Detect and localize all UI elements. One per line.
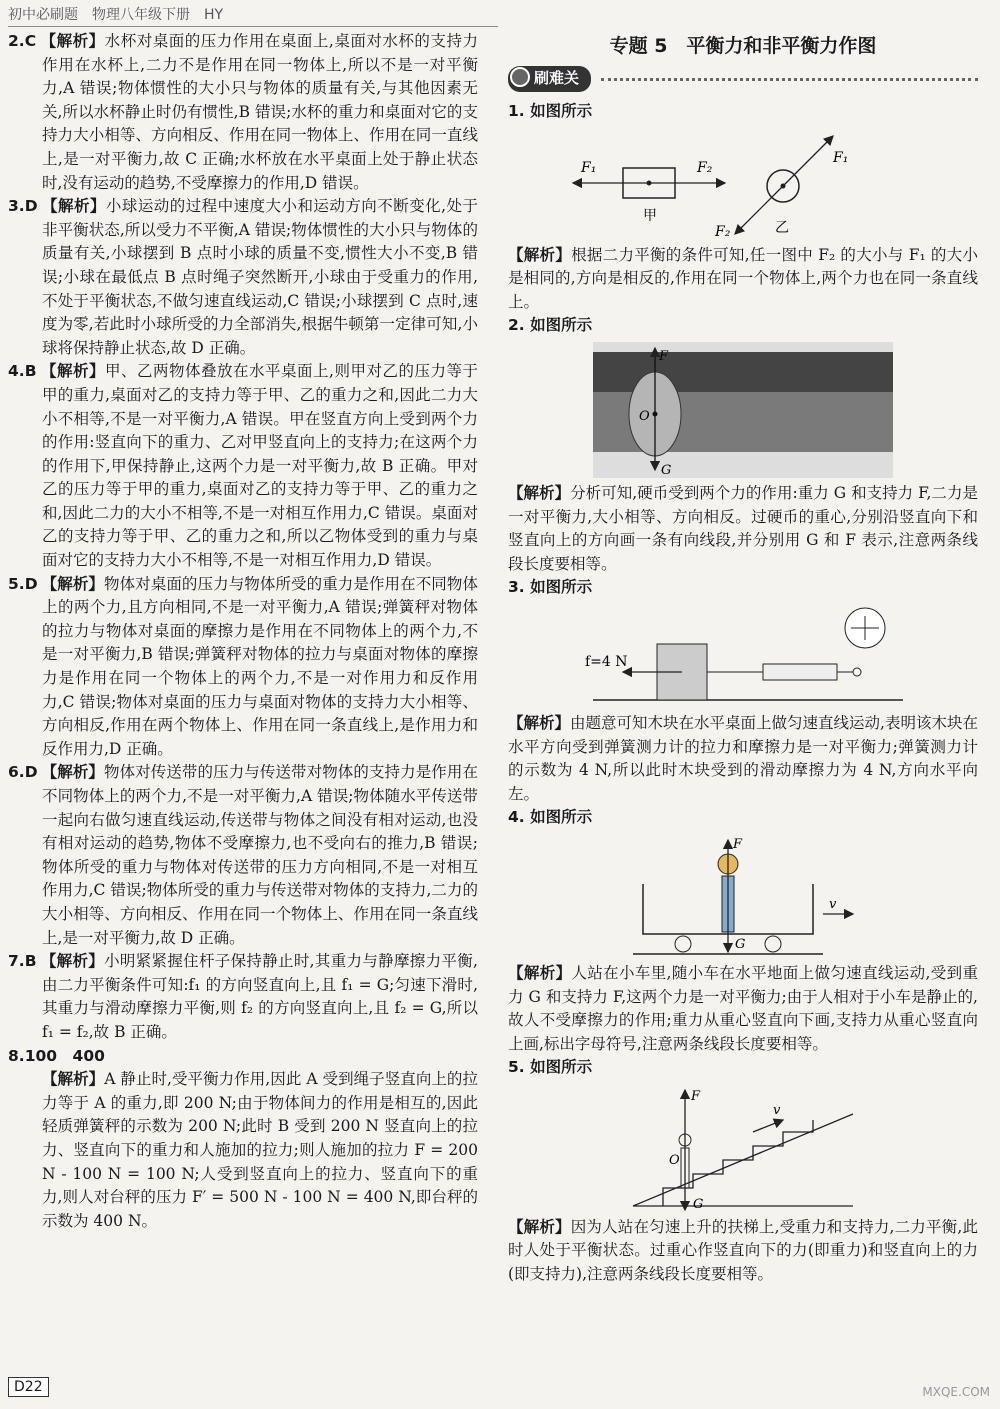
section-badge: 刷难关 [508, 66, 591, 92]
answer-item-5: 5.D 【解析】物体对桌面的压力与物体所受的重力是作用在不同物体上的两个力,且方向相同,不是一对平衡力,A 错误;弹簧秤对物体的拉力与物体对桌面的摩擦力是作用在不同物体上的两个力,不是一对平衡力,B 错误;弹簧秤对物体的拉力与桌面对物体的摩擦力是作用在同一个物体上的两个力,不是一对作用力和反作用力,C 错误;物体对桌面的压力与桌面对物体的支持力大小相等、方向相反,作用在两个物体上、作用在同一条直线上,是作用力和反作用力,D 正确。 [8, 574, 478, 758]
dotted-divider [601, 78, 978, 81]
section-badge-row [508, 64, 978, 94]
label-f1-yi: F₁ [833, 149, 849, 166]
q2-analysis: 【解析】分析可知,硬币受到两个力的作用:重力 G 和支持力 F,二力是一对平衡力,大小相等、方向相反。过硬币的重心,分别沿竖直向下和竖直向上的方向画一条有向线段,并分别用 G 和 F 表示,注意两条线段长度要相等。 [508, 483, 978, 573]
label-o: O [669, 1152, 680, 1168]
spring-scale [763, 664, 837, 680]
watermark: MXQE.COM [922, 1385, 990, 1399]
answer-item-8: 8.100 400 [8, 1046, 105, 1065]
label-v: v [773, 1102, 781, 1118]
q5-label: 5. 如图所示 [508, 1058, 593, 1077]
figure-2 [593, 342, 893, 478]
label-f2-jia: F₂ [697, 159, 713, 176]
page-number: D22 [8, 1377, 49, 1397]
label-jia: 甲 [643, 207, 657, 224]
q3-analysis: 【解析】由题意可知木块在水平桌面上做匀速直线运动,表明该木块在水平方向受到弹簧测力计的拉力和摩擦力是一对平衡力;弹簧测力计的示数为 4 N,所以此时木块受到的滑动摩擦力为 4 N,方向水平向左。 [508, 713, 978, 803]
page-header: 初中必刷题 物理八年级下册 HY [8, 4, 498, 27]
figure-1 [563, 128, 923, 240]
answer-item-3: 3.D 【解析】小球运动的过程中速度大小和运动方向不断变化,处于非平衡状态,所以受力不平衡,A 错误;物体惯性的大小只与物体的质量有关,小球摆到 B 点时小球的质量不变,惯性大小不变,B 错误;小球在最低点 B 点时绳子突然断开,小球由于受重力的作用,不处于平衡状态,不做匀速直线运动,C 错误;小球摆到 C 点时,速度为零,若此时小球所受的力全部消失,根据牛顿第一定律可知,小球将保持静止状态,故 D 正确。 [8, 197, 478, 357]
figure-4 [623, 834, 863, 958]
answer-item-4: 4.B 【解析】甲、乙两物体叠放在水平桌面上,则甲对乙的压力等于甲的重力,桌面对乙的支持力等于甲、乙的重力之和,因此二力大小不相等,不是一对平衡力,A 错误。甲在竖直方向上受到两个力的作用:竖直向下的重力、乙对甲竖直向上的支持力;在这两个力的作用下,甲保持静止,这两个力是一对平衡力,故 B 正确。甲对乙的压力等于甲的重力,桌面对乙的支持力等于甲、乙的重力之和,因此二力的大小不相等,不是一对相互作用力,C 错误。桌面对乙的支持力等于甲、乙的重力之和,所以乙物体受到的重力与桌面对它的支持力大小不相等,不是一对相互作用力,D 错误。 [8, 362, 478, 570]
answer-item-2: 2.C 【解析】水杯对桌面的压力作用在桌面上,桌面对水杯的支持力作用在水杯上,二力不是作用在同一物体上,所以不是一对平衡力,A 错误;物体惯性的大小只与物体的质量有关,与其他因素无关,所以水杯静止时仍有惯性,B 错误;水杯的重力和桌面对它的支持力大小相等、方向相反、作用在同一物体上、作用在同一直线上,是一对平衡力,故 C 正确;水杯放在水平桌面上处于静止状态时,没有运动的趋势,不受摩擦力的作用,D 错误。 [8, 32, 478, 192]
label-f: F [691, 1088, 701, 1104]
label-o: O [639, 408, 650, 424]
q5-analysis: 【解析】因为人站在匀速上升的扶梯上,受重力和支持力,二力平衡,此时人处于平衡状态。过重心作竖直向下的力(即重力)和竖直向上的力(即支持力),注意两条线段长度要相等。 [508, 1217, 978, 1284]
answer-item-6: 6.D 【解析】物体对传送带的压力与传送带对物体的支持力是作用在不同物体上的两个力,不是一对平衡力,A 错误;物体随水平传送带一起向右做匀速直线运动,传送带与物体之间没有相对运动,也没有相对运动的趋势,物体不受摩擦力,也不受向右的推力,B 错误;物体所受的重力与物体对传送带的压力方向相同,不是一对相互作用力,C 错误;物体所受的重力与传送带对物体的支持力,二力的大小相等、方向相反、作用在同一个物体上、作用在同一条直线上,是一对平衡力,故 D 正确。 [8, 763, 478, 947]
q2-label: 2. 如图所示 [508, 316, 593, 335]
answer-item-8-analysis: 【解析】A 静止时,受平衡力作用,因此 A 受到绳子竖直向上的拉力等于 A 的重力,即 200 N;由于物体间力的作用是相互的,因此轻质弹簧秤的示数为 200 N;此时 B 受到 200 N 竖直向上的拉力、竖直向下的重力和人施加的拉力;则人施加的拉力 F = 200 N - 100 N = 100 N;人受到竖直向上的拉力、竖直向下的重力,则人对台秤的压力 F′ = 500 N - 100 N = 400 N,即台秤的示数为 400 N。 [42, 1070, 478, 1230]
label-f1-jia: F₁ [581, 159, 597, 176]
label-f2-yi: F₂ [715, 223, 731, 240]
q1-analysis: 【解析】根据二力平衡的条件可知,任一图中 F₂ 的大小与 F₁ 的大小是相同的,方向是相反的,作用在同一个物体上,两个力也在同一条直线上。 [508, 245, 978, 311]
figure-3 [583, 604, 903, 708]
label-f: F [659, 348, 669, 364]
label-g: G [735, 936, 746, 952]
label-v: v [829, 896, 837, 912]
label-g: G [693, 1196, 704, 1212]
left-column [8, 30, 478, 1233]
label-yi: 乙 [775, 219, 789, 236]
q4-analysis: 【解析】人站在小车里,随小车在水平地面上做匀速直线运动,受到重力 G 和支持力 F,这两个力是一对平衡力;由于人相对于小车是静止的,故人不受摩擦力的作用;重力从重心竖直向下画,支持力从重心竖直向上画,标出字母符号,注意两条线段长度要相等。 [508, 963, 978, 1053]
label-g: G [661, 462, 672, 478]
answer-item-7: 7.B 【解析】小明紧紧握住杆子保持静止时,其重力与静摩擦力平衡,由二力平衡条件可知:f₁ 的方向竖直向上,且 f₁ = G;匀速下滑时,其重力与滑动摩擦力平衡,则 f₂ 的方向竖直向上,且 f₂ = G,所以 f₁ = f₂,故 B 正确。 [8, 952, 478, 1041]
badge-icon [510, 67, 530, 87]
figure-5 [623, 1084, 863, 1212]
label-friction: f=4 N [585, 653, 628, 670]
q4-label: 4. 如图所示 [508, 808, 593, 827]
q3-label: 3. 如图所示 [508, 578, 593, 597]
label-f: F [733, 836, 743, 852]
right-column [508, 30, 978, 1287]
section-title: 专题 5 平衡力和非平衡力作图 [609, 35, 877, 57]
q1-label: 1. 如图所示 [508, 102, 593, 120]
